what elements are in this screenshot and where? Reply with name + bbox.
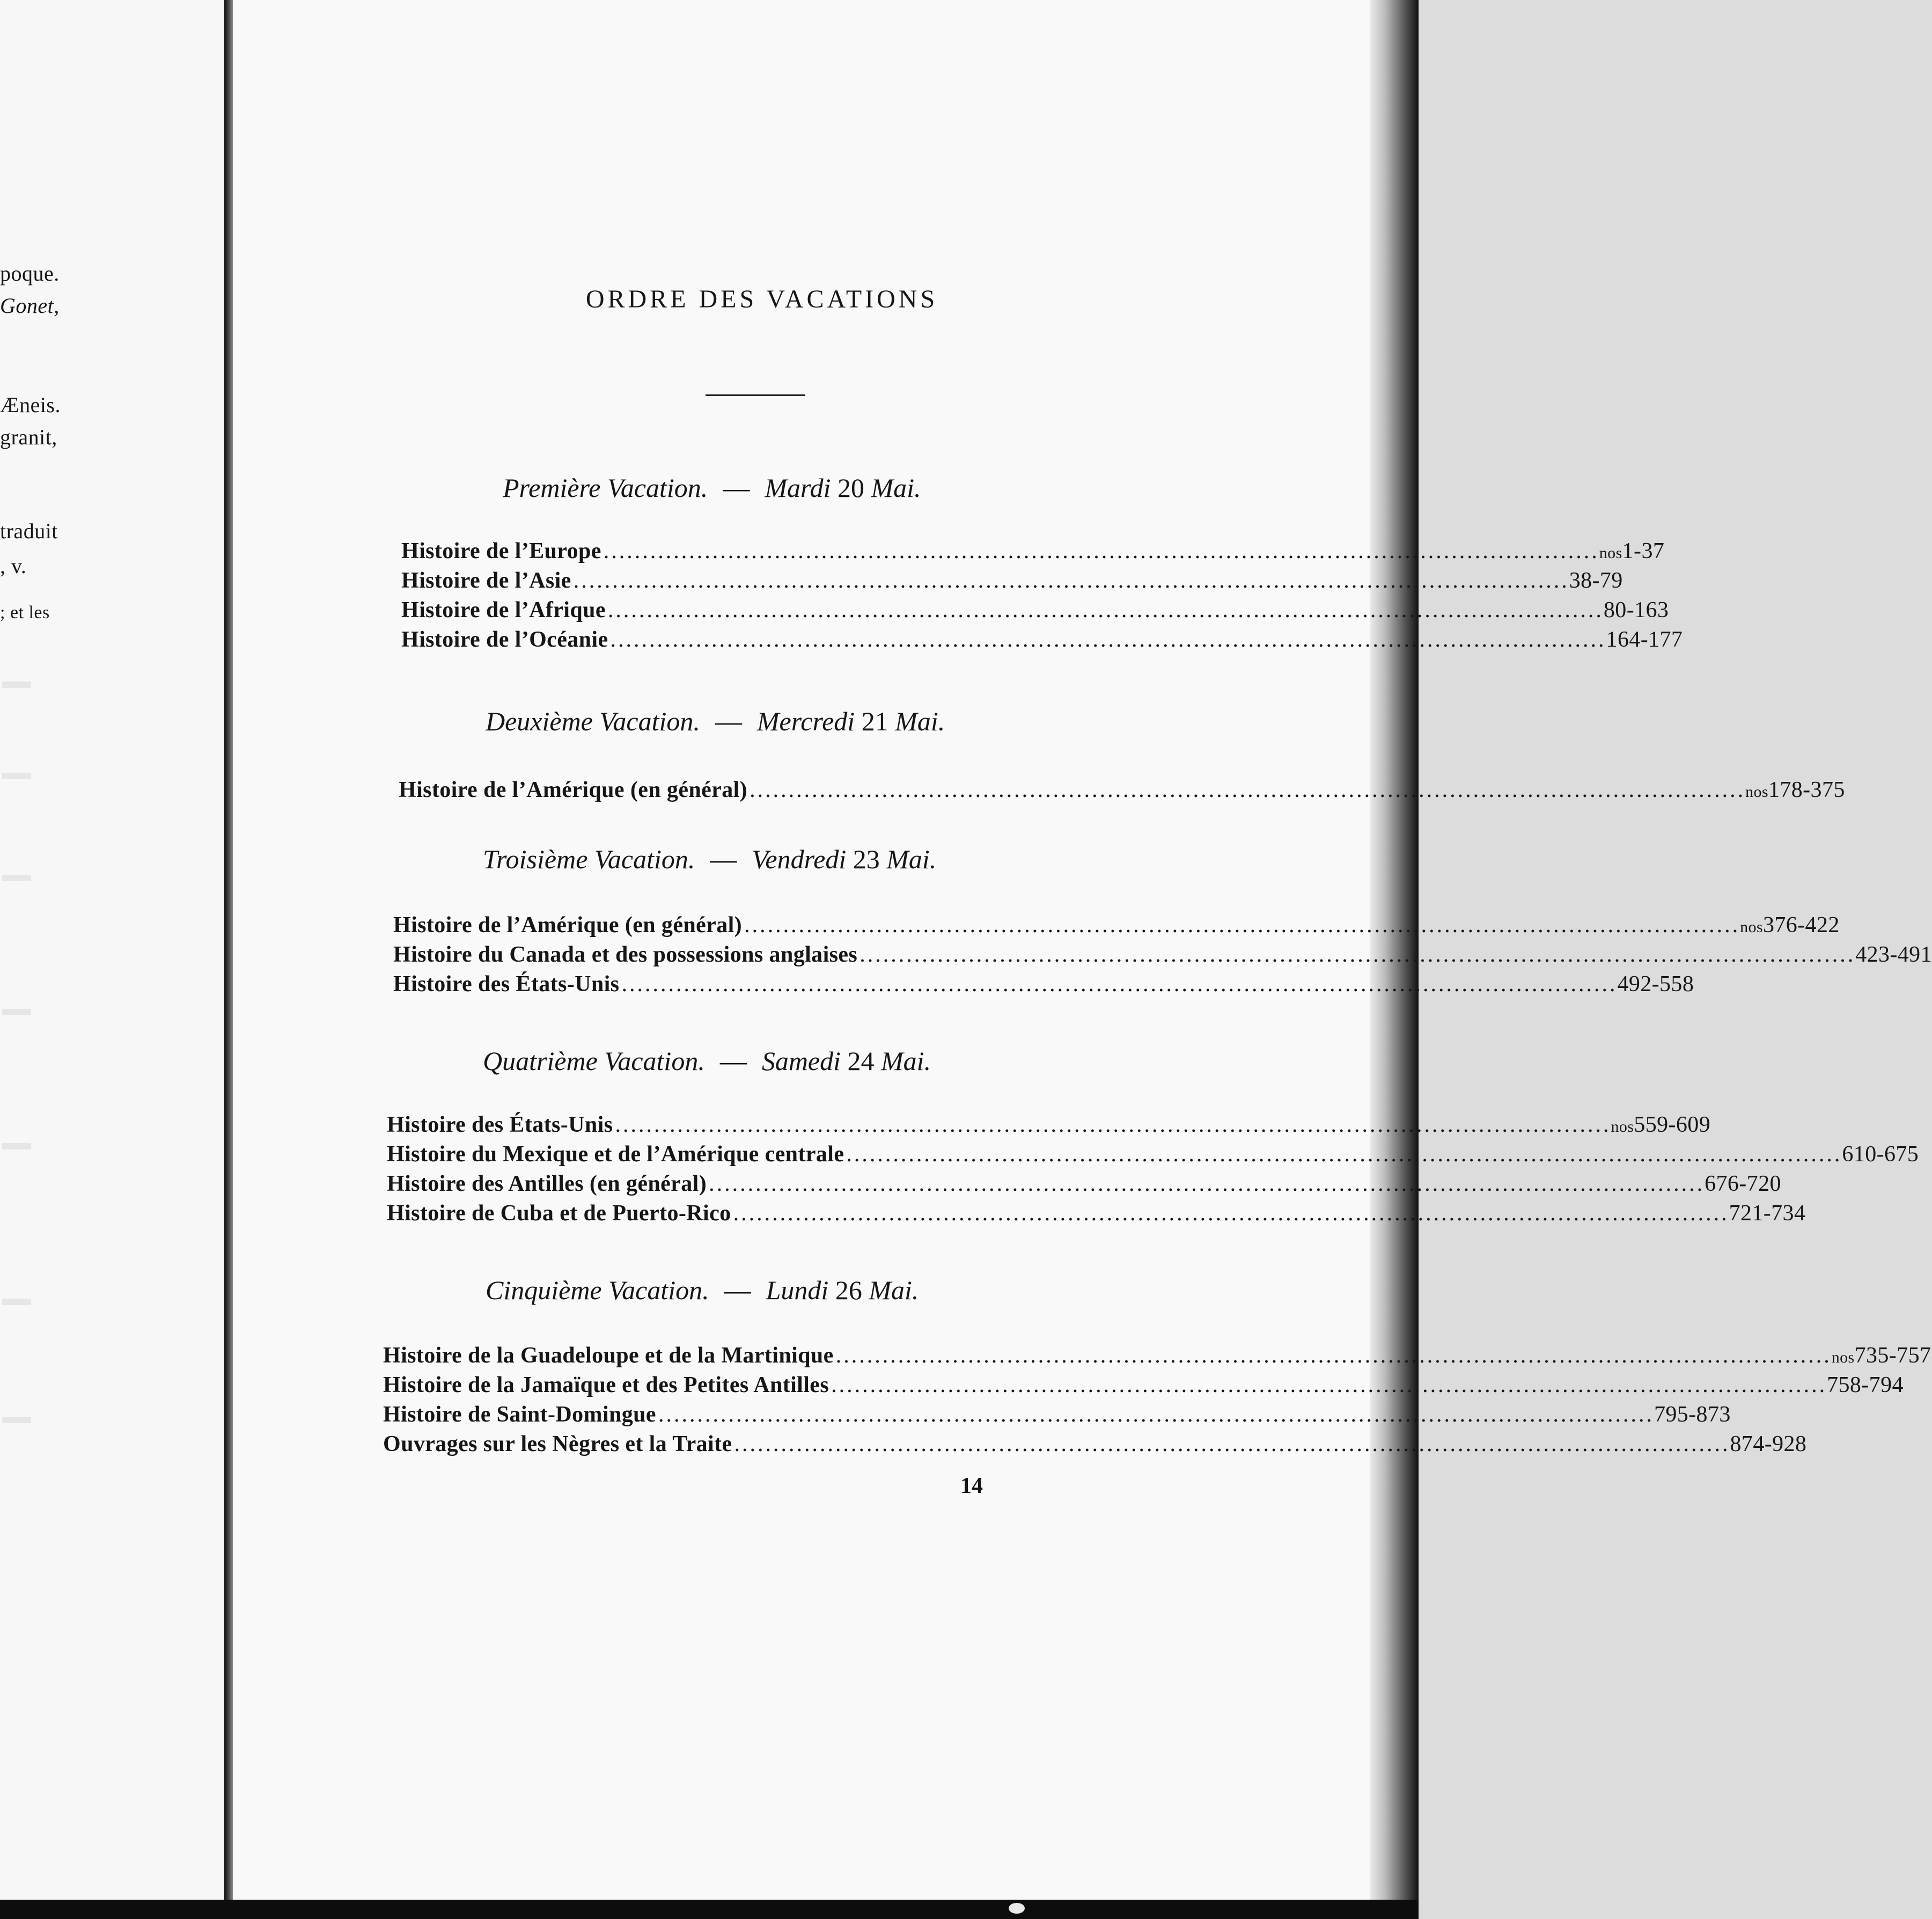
entry-row (383, 1431, 1807, 1461)
left-page-text: granit, (0, 425, 57, 449)
entry-range: 178-375 (1768, 778, 1845, 802)
entry-row (393, 971, 1694, 1001)
leader-dots: ................................................................................................................................ (750, 778, 1746, 802)
leader-dots: ................................................................................................................................ (610, 627, 1606, 652)
bleed-through-mark (2, 1009, 31, 1015)
entry-nos: nos (1831, 1349, 1855, 1366)
entry-range: 874-928 (1730, 1432, 1807, 1456)
entry-row (401, 597, 1669, 627)
entry-label: Histoire du Mexique et de l’Amérique centrale (387, 1142, 844, 1167)
session-date: 20 (837, 473, 864, 503)
session-dash: — (723, 473, 750, 503)
entry-label: Histoire des Antilles (en général) (387, 1171, 707, 1196)
entry-range: 610-675 (1842, 1142, 1919, 1167)
leader-dots: ................................................................................................................................ (603, 539, 1599, 563)
bleed-through-mark (2, 1299, 31, 1305)
entry-row (393, 942, 1932, 971)
entry-label: Histoire de l’Europe (401, 539, 601, 563)
page-number: 14 (960, 1474, 983, 1498)
leader-dots: ................................................................................................................................ (744, 913, 1740, 937)
book-spine (224, 0, 233, 1900)
session-name: Deuxième Vacation. (486, 706, 700, 736)
entry-row (401, 627, 1683, 656)
session-heading (486, 1275, 919, 1306)
entry-label: Histoire de la Guadeloupe et de la Martinique (383, 1343, 834, 1368)
entry-label: Histoire de l’Asie (401, 568, 571, 593)
entry-label: Histoire de l’Afrique (401, 598, 606, 622)
session-heading (486, 706, 945, 737)
session-name: Cinquième Vacation. (486, 1275, 709, 1305)
session-date: 26 (835, 1275, 862, 1305)
entry-row (401, 538, 1665, 568)
entry-range: 376-422 (1762, 913, 1840, 937)
entry-label: Histoire de l’Océanie (401, 627, 608, 652)
session-day: Lundi (766, 1275, 829, 1305)
session-heading (483, 844, 936, 875)
entry-range: 795-873 (1654, 1402, 1731, 1427)
bleed-through-mark (2, 1143, 31, 1149)
leader-dots: ................................................................................................................................ (733, 1201, 1729, 1226)
entry-label: Histoire de l’Amérique (en général) (399, 778, 748, 802)
session-day: Mardi (765, 473, 831, 503)
entry-label: Histoire des États-Unis (387, 1112, 613, 1137)
title-rule (706, 394, 805, 396)
entry-row (399, 777, 1845, 807)
left-page-text: Gonet, (0, 294, 60, 318)
bleed-through-mark (2, 875, 31, 881)
entry-label: Histoire de Saint-Domingue (383, 1402, 656, 1427)
session-name: Quatrième Vacation. (483, 1046, 705, 1076)
leader-dots: ................................................................................................................................ (734, 1432, 1730, 1456)
session-name: Première Vacation. (503, 473, 708, 503)
entry-range: 676-720 (1705, 1171, 1781, 1196)
session-entries (383, 1343, 1931, 1461)
bleed-through-mark (2, 1417, 31, 1423)
session-dash: — (724, 1275, 751, 1305)
entry-row (393, 912, 1840, 942)
leader-dots: ................................................................................................................................ (835, 1343, 1832, 1368)
session-month: Mai. (895, 706, 945, 736)
page-title: ORDRE DES VACATIONS (585, 285, 938, 313)
entry-range: 492-558 (1617, 972, 1694, 997)
leader-dots: ................................................................................................................................ (573, 568, 1569, 593)
entry-row (387, 1171, 1781, 1200)
session-month: Mai. (871, 473, 921, 503)
entry-range: 164-177 (1606, 627, 1683, 652)
entry-nos: nos (1745, 783, 1768, 801)
entry-range: 721-734 (1729, 1201, 1806, 1226)
entry-nos: nos (1599, 544, 1622, 562)
leader-dots: ................................................................................................................................ (621, 972, 1618, 997)
session-month: Mai. (869, 1275, 919, 1305)
session-day: Mercredi (756, 706, 855, 736)
entry-row (383, 1402, 1731, 1431)
leader-dots: ................................................................................................................................ (607, 598, 1604, 622)
session-day: Vendredi (752, 844, 847, 874)
entry-range: 559-609 (1634, 1112, 1711, 1137)
session-dash: — (715, 706, 742, 736)
scan-border (0, 1900, 1419, 1919)
session-entries (399, 777, 1845, 807)
entry-row (387, 1200, 1806, 1230)
leader-dots: ................................................................................................................................ (615, 1112, 1611, 1137)
session-name: Troisième Vacation. (483, 844, 695, 874)
entry-range: 80-163 (1603, 598, 1669, 622)
entry-label: Histoire de l’Amérique (en général) (393, 913, 743, 937)
session-month: Mai. (881, 1046, 931, 1076)
session-date: 24 (847, 1046, 875, 1076)
left-page-text: , v. (0, 554, 27, 578)
entry-range: 1-37 (1622, 539, 1665, 563)
session-month: Mai. (886, 844, 937, 874)
left-page-fragment (0, 0, 224, 1900)
entry-label: Histoire du Canada et des possessions anglaises (393, 942, 858, 967)
bleed-through-mark (2, 682, 31, 688)
leader-dots: ................................................................................................................................ (860, 942, 1856, 967)
session-entries (393, 912, 1932, 1001)
entry-label: Histoire de la Jamaïque et des Petites Antilles (383, 1373, 829, 1397)
leader-dots: ................................................................................................................................ (831, 1373, 1827, 1397)
entry-label: Histoire de Cuba et de Puerto-Rico (387, 1201, 731, 1226)
left-page-text: poque. (0, 261, 60, 285)
session-heading (483, 1045, 931, 1076)
left-page-text: traduit (0, 519, 58, 543)
entry-nos: nos (1740, 918, 1763, 936)
leader-dots: ................................................................................................................................ (658, 1402, 1654, 1427)
entry-range: 38-79 (1569, 568, 1623, 593)
session-entries (401, 538, 1683, 656)
session-date: 21 (861, 706, 888, 736)
session-date: 23 (853, 844, 880, 874)
entry-range: 758-794 (1827, 1373, 1904, 1397)
entry-row (387, 1141, 1919, 1171)
session-day: Samedi (761, 1046, 841, 1076)
entry-range: 423-491 (1855, 942, 1932, 967)
session-heading (503, 472, 921, 503)
entry-row (383, 1372, 1904, 1402)
session-entries (387, 1112, 1919, 1230)
scan-speck (1009, 1903, 1025, 1914)
entry-nos: nos (1611, 1118, 1634, 1136)
entry-range: 735-757 (1854, 1343, 1931, 1368)
entry-label: Histoire des États-Unis (393, 972, 620, 997)
session-dash: — (719, 1046, 747, 1076)
entry-row (387, 1112, 1711, 1141)
leader-dots: ................................................................................................................................ (846, 1142, 1842, 1167)
entry-row (401, 568, 1623, 597)
bleed-through-mark (2, 773, 31, 779)
left-page-text: ; et les (0, 603, 50, 622)
entry-label: Ouvrages sur les Nègres et la Traite (383, 1432, 732, 1456)
left-page-text: Æneis. (0, 393, 61, 417)
session-dash: — (710, 844, 737, 874)
entry-row (383, 1343, 1931, 1372)
leader-dots: ................................................................................................................................ (709, 1171, 1705, 1196)
